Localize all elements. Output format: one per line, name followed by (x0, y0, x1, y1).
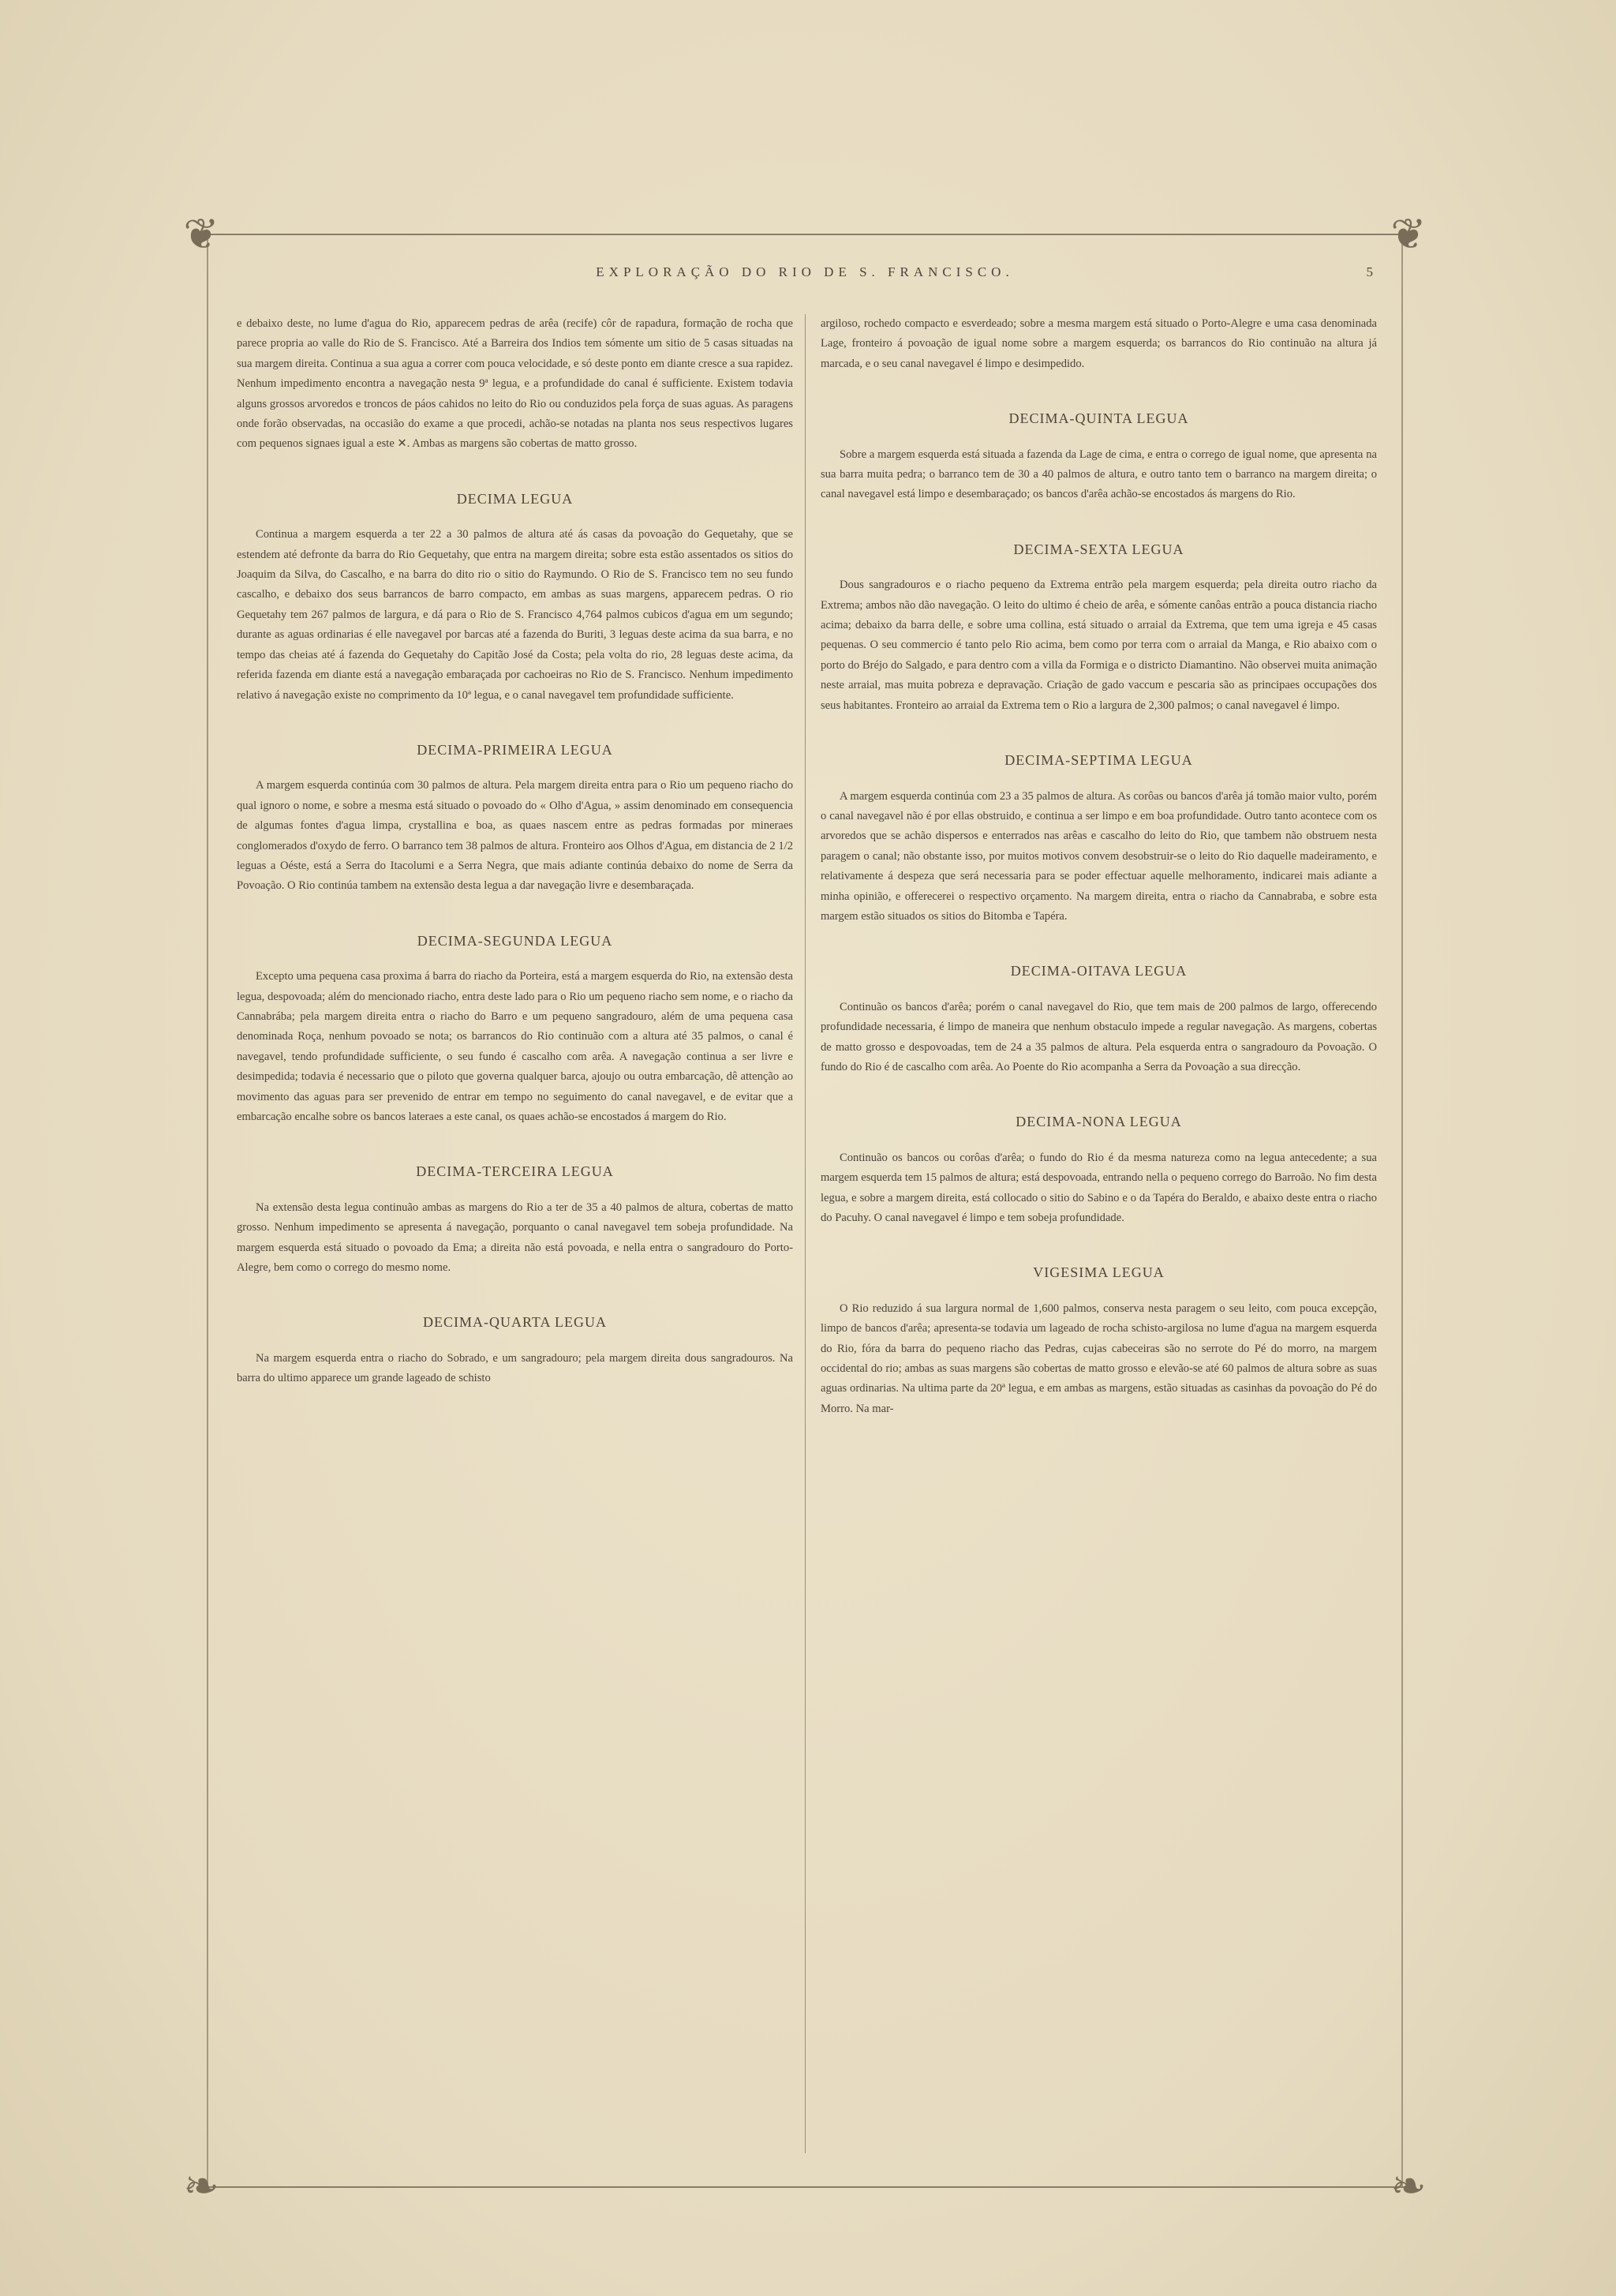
paragraph: Na margem esquerda entra o riacho do Sobrado, e um sangradouro; pela margem direita dous sangradouros. Na barra do ultimo apparece um grande lageado de schisto (237, 1351, 793, 1385)
paragraph: O Rio reduzido á sua largura normal de 1,600 palmos, conserva nesta paragem o seu leito, com pouca excepção, limpo de bancos d'arêa; apresenta-se todavia um lageado de rocha schisto-argilosa no lume d'agua na margem esquerda do Rio, fóra da barra do pequeno riacho das Pedras, cujas cabeceiras são no serrote do Pé do morro, na margem occidental do rio; ambas as suas margens são cobertas de matto grosso e elevão-se até 60 palmos de altura sobre as suas aguas ordinarias. Na ultima parte da 20ª legua, e em ambas as margens, estão situadas as casinhas da povoação do Pé do Morro. Na mar- (821, 1302, 1377, 1415)
section-heading: DECIMA-QUINTA LEGUA (1008, 410, 1189, 427)
ornament-corner-icon: ❦ (1390, 211, 1427, 258)
paragraph: A margem esquerda continúa com 30 palmos de altura. Pela margem direita entra para o Rio um pequeno riacho do qual ignoro o nome, e sobre a mesma está situado o povoado do « Olho d'Agua, » assim denominado em consequencia de algumas fontes d'agua limpa, crystallina e boa, as quaes nascem entre as pedras formadas por mineraes conglomerados d'oxydo de ferro. O barranco tem 38 palmos de altura. Fronteiro aos Olhos d'Agua, em distancia de 2 1/2 leguas a Oéste, está a Serra do Itacolumi e a Serra Negra, que mais adiante continúa debaixo do nome de Serra da Povoação. O Rio continúa tambem na extensão desta legua a dar navegação livre e desembaraçada. (237, 779, 793, 893)
frame-left-rule (207, 234, 208, 2186)
paragraph: Excepto uma pequena casa proxima á barra do riacho da Porteira, está a margem esquerda do Rio, na extensão desta legua, despovoada; além do mencionado riacho, entra deste lado para o Rio um pequeno riacho sem nome, e o riacho da Cannabrába; pela margem direita entra o riacho do Barro e um pequeno sangradouro, além de uma pequena casa denominada Roça, nenhum povoado se nota; os barrancos do Rio continuão com a altura até 35 palmos, o canal é navegavel, tendo profundidade sufficiente, o seu fundo é cascalho com arêa. A navegação continua a ser livre e desimpedida; todavia é necessario que o piloto que governa qualquer barca, ajoujo ou outra embarcação, dê attenção ao movimento das aguas para ser prevenido de entrar em tempo no seguimento do canal navegavel, e de evitar que a embarcação encalhe sobre os bancos lateraes a este canal, os quaes achão-se encostados á margem do Rio. (237, 970, 793, 1123)
paragraph: Continuão os bancos ou corôas d'arêa; o fundo do Rio é da mesma natureza como na legua antecedente; a sua margem esquerda tem 15 palmos de altura; está despovoada, entrando nella o pequeno corrego do Barroão. No fim desta legua, e sobre a margem direita, está collocado o sitio do Sabino e o da Tapéra do Beraldo, e abaixo deste entra o riacho do Pacuhy. O canal navegavel é limpo e tem sobeja profundidade. (821, 1151, 1377, 1224)
section-heading: VIGESIMA LEGUA (1033, 1264, 1165, 1281)
header-title: EXPLORAÇÃO DO RIO DE S. FRANCISCO. (596, 264, 1014, 279)
paragraph: Continua a margem esquerda a ter 22 a 30 palmos de altura até ás casas da povoação do Gequetahy, que se estendem até defronte da barra do Rio Gequetahy, que entra na margem direita; sobre esta estão assentados os sitios do Joaquim da Silva, do Cascalho, e na barra do dito rio o sitio do Raymundo. O Rio de S. Francisco tem no seu fundo cascalho, e debaixo dos seus barrancos de barro compacto, em ambas as suas margens, apparecem pedras. O rio Gequetahy tem 267 palmos de largura, e dá para o Rio de S. Francisco 4,764 palmos cubicos d'agua em um segundo; durante as aguas ordinarias é elle navegavel por barcas até a fazenda do Buriti, 3 leguas deste acima da sua barra, e no tempo das cheias até á fazenda do Gequetahy do Capitão José da Costa; pela volta do rio, 28 leguas deste acima, da referida fazenda em diante está a navegação embaraçada por cachoeiras no Rio de S. Francisco. Nenhum impedimento relativo á navegação existe no comprimento da 10ª legua, e o canal navegavel tem profundidade sufficiente. (237, 528, 793, 702)
paragraph: Continuão os bancos d'arêa; porém o canal navegavel do Rio, que tem mais de 200 palmos de largo, offerecendo profundidade necessaria, é limpo de maneira que nenhum obstaculo impede a regular navegação. As margens, cobertas de matto grosso e despovoadas, tem de 24 a 35 palmos de altura. Pela esquerda entra o sangradouro da Povoação. O fundo do Rio é de cascalho com arêa. Ao Poente do Rio acompanha a Serra da Povoação a sua direcção. (821, 1000, 1377, 1073)
left-column (237, 314, 793, 1389)
frame-bottom-rule (205, 2186, 1405, 2188)
page-number: 5 (1366, 264, 1373, 279)
ornament-corner-icon: ❧ (1390, 2163, 1427, 2210)
ornament-corner-icon: ❧ (183, 2163, 219, 2210)
frame-right-rule (1401, 234, 1403, 2186)
section-heading: DECIMA-QUARTA LEGUA (423, 1314, 607, 1331)
paragraph: e debaixo deste, no lume d'agua do Rio, apparecem pedras de arêa (recife) côr de rapadura, formação de rocha que parece propria ao valle do Rio de S. Francisco. Até a Barreira dos Indios tem sómente um sitio de 5 casas situadas na sua margem direita. Continua a sua agua a correr com pouca velocidade, e só deste ponto em diante cresce a sua rapidez. Nenhum impedimento encontra a navegação nesta 9ª legua, e a profundidade do canal é sufficiente. Existem todavia alguns grossos arvoredos e troncos de páos cahidos no leito do Rio ou conduzidos pela força de suas aguas. As paragens onde forão observadas, na occasião do exame a que procedi, achão-se notadas na planta nos seus respectivos lugares com pequenos signaes igual a este ✕. Ambas as margens são cobertas de matto grosso. (237, 317, 793, 451)
running-header (237, 264, 1373, 293)
right-column (821, 314, 1377, 1419)
section-heading: DECIMA LEGUA (456, 490, 574, 507)
section-heading: DECIMA-SEPTIMA LEGUA (1004, 752, 1193, 769)
column-divider (805, 314, 806, 2153)
frame-top-rule (205, 234, 1405, 235)
paragraph: Dous sangradouros e o riacho pequeno da Extrema entrão pela margem esquerda; pela direita outro riacho da Extrema; ambos não dão navegação. O leito do ultimo é cheio de arêa, e sómente canôas entrão a pouca distancia riacho acima; debaixo da barra delle, e sobre uma collina, está situado o arraial da Extrema, que tem uma igreja e 45 casas pequenas. O seu commercio é tanto pelo Rio acima, bem como por terra com o arraial da Manga, e Rio abaixo com o porto do Bréjo do Salgado, e para dentro com a villa da Formiga e o districto Diamantino. Não observei muita animação neste arraial, mas muita pobreza e depravação. Criação de gado vaccum e pescaria são as principaes occupações dos seus habitantes. Fronteiro ao arraial da Extrema tem o Rio a largura de 2,300 palmos; o canal navegavel é limpo. (821, 579, 1377, 712)
paragraph: argiloso, rochedo compacto e esverdeado; sobre a mesma margem está situado o Porto-Alegre e uma casa denominada Lage, fronteiro á povoação de igual nome sobre a margem esquerda; os barrancos do Rio continuão na altura já marcada, e o seu canal navegavel é limpo e desimpedido. (821, 317, 1377, 370)
section-heading: DECIMA-SEGUNDA LEGUA (417, 932, 613, 949)
section-heading: DECIMA-TERCEIRA LEGUA (416, 1163, 614, 1180)
section-heading: DECIMA-SEXTA LEGUA (1013, 541, 1184, 557)
section-heading: DECIMA-PRIMEIRA LEGUA (417, 741, 613, 758)
section-heading: DECIMA-OITAVA LEGUA (1010, 963, 1188, 979)
paragraph: Sobre a margem esquerda está situada a fazenda da Lage de cima, e entra o corrego de igual nome, que apresenta na sua barra muita pedra; o barranco tem de 30 a 40 palmos de altura, e outro tanto tem o barranco na margem direita; o canal navegavel está limpo e desembaraçado; os bancos d'arêa achão-se encostados ás margens do Rio. (821, 448, 1377, 501)
paragraph: A margem esquerda continúa com 23 a 35 palmos de altura. As corôas ou bancos d'arêa já tomão maior vulto, porém o canal navegavel não é por ellas obstruido, e continua a ser limpo e em boa profundidade. Outro tanto acontece com os arvoredos que se achão dispersos e enterrados nas arêas e cascalho do leito do Rio, que tambem não obstruem nesta paragem o canal; não obstante isso, por muitos motivos convem desobstruir-se o leito do Rio daquelle madeiramento, e relativamente á despeza que será necessaria para se poder effectuar aquelle melhoramento, indicarei mais adiante a minha opinião, e offerecerei o respectivo orçamento. Na margem direita, entra o riacho da Cannabraba, e sobre esta margem estão situados os sitios do Bitomba e Tapéra. (821, 789, 1377, 923)
ornament-corner-icon: ❦ (183, 211, 219, 258)
paragraph: Na extensão desta legua continuão ambas as margens do Rio a ter de 35 a 40 palmos de altura, cobertas de matto grosso. Nenhum impedimento se apresenta á navegação, porquanto o canal navegavel tem sobeja profundidade. Na margem esquerda está situado o povoado da Ema; a direita não está povoada, e nella entra o sangradouro do Porto-Alegre, bem como o corrego do mesmo nome. (237, 1200, 793, 1275)
section-heading: DECIMA-NONA LEGUA (1016, 1114, 1182, 1130)
